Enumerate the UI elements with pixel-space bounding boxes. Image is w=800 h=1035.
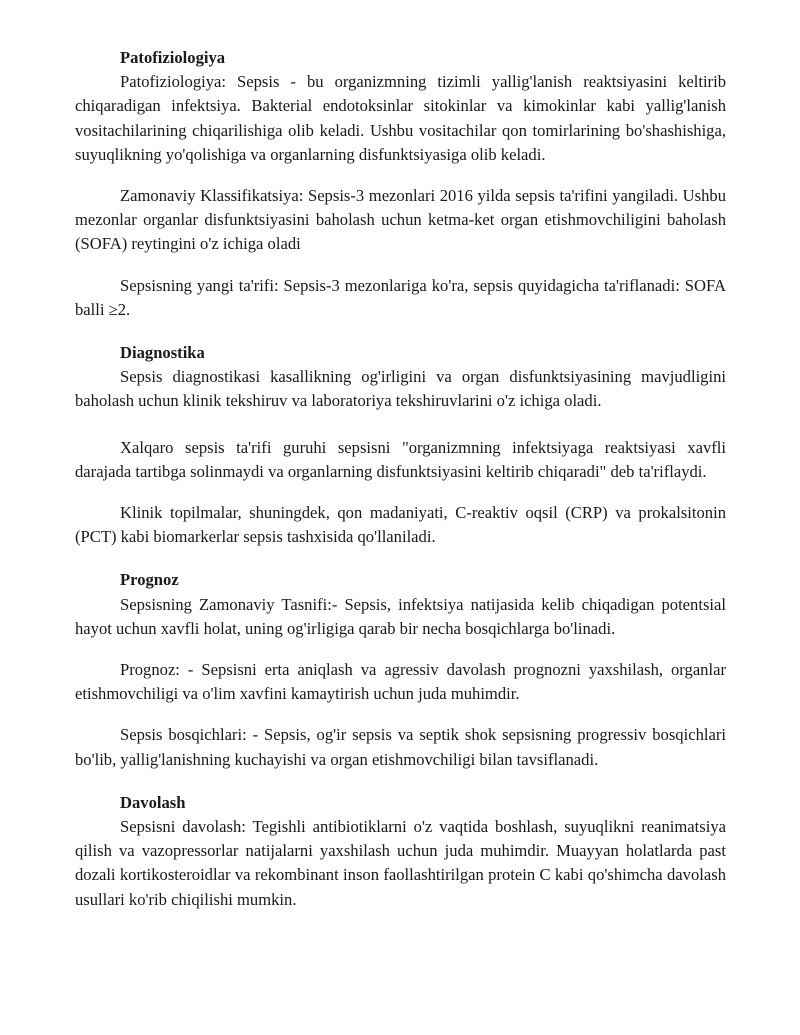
section-diagnostika <box>75 341 726 549</box>
paragraph: Sepsisni davolash: Tegishli antibiotiklarni o'z vaqtida boshlash, suyuqlikni reanimatsiya qilish va vazopressorlar natijalarni yaxshilash uchun juda muhimdir. Muayyan holatlarda past dozali kortikosteroidlar va rekombinant inson faollashtirilgan protein C kabi qo'shimcha davolash usullari ko'rib chiqilishi mumkin. <box>75 817 726 909</box>
section-patofiziologiya <box>75 46 726 322</box>
section-prognoz <box>75 568 726 771</box>
paragraph: Sepsis bosqichlari: - Sepsis, og'ir sepsis va septik shok sepsisning progressiv bosqichlari bo'lib, yallig'lanishning kuchayishi va organ etishmovchiligi bilan tavsiflanadi. <box>75 725 726 769</box>
section-davolash <box>75 791 726 912</box>
section-heading: Davolash <box>120 792 186 812</box>
paragraph: Patofiziologiya: Sepsis - bu organizmning tizimli yallig'lanish reaktsiyasini keltirib chiqaradigan infektsiya. Bakterial endotoksinlar sitokinlar va kimokinlar kabi yallig'lanish vositachilarining chiqarilishiga olib keladi. Ushbu vositachilar qon tomirlarining bo'shashishiga, suyuqlikning yo'qolishiga va organlarning disfunktsiyasiga olib keladi. <box>75 72 726 164</box>
section-heading: Diagnostika <box>120 343 205 363</box>
paragraph: Sepsisning yangi ta'rifi: Sepsis-3 mezonlariga ko'ra, sepsis quyidagicha ta'riflanadi: SOFA balli ≥2. <box>75 275 726 319</box>
document-page <box>75 46 726 912</box>
paragraph: Prognoz: - Sepsisni erta aniqlash va agressiv davolash prognozni yaxshilash, organlar etishmovchiligi va o'lim xavfini kamaytirish uchun juda muhimdir. <box>75 660 726 704</box>
paragraph: Zamonaviy Klassifikatsiya: Sepsis-3 mezonlari 2016 yilda sepsis ta'rifini yangiladi. Ushbu mezonlar organlar disfunktsiyasini baholash uchun ketma-ket organ etishmovchiligini baholash (SOFA) reytingini o'z ichiga oladi <box>75 186 726 254</box>
section-heading: Patofiziologiya <box>120 48 226 67</box>
section-heading: Prognoz <box>120 570 179 590</box>
paragraph: Sepsisning Zamonaviy Tasnifi:- Sepsis, infektsiya natijasida kelib chiqadigan potentsial hayot uchun xavfli holat, uning og'irligiga qarab bir necha bosqichlarga bo'linadi. <box>75 594 726 638</box>
paragraph: Sepsis diagnostikasi kasallikning og'irligini va organ disfunktsiyasining mavjudligini baholash uchun klinik tekshiruv va laboratoriya tekshiruvlarini o'z ichiga oladi. <box>75 367 726 411</box>
paragraph: Klinik topilmalar, shuningdek, qon madaniyati, C-reaktiv oqsil (CRP) va prokalsitonin (PCT) kabi biomarkerlar sepsis tashxisida qo'llaniladi. <box>75 503 726 547</box>
paragraph: Xalqaro sepsis ta'rifi guruhi sepsisni "organizmning infektsiyaga reaktsiyasi xavfli darajada tartibga solinmaydi va organlarning disfunktsiyasini keltirib chiqaradi" deb ta'riflaydi. <box>75 437 726 481</box>
